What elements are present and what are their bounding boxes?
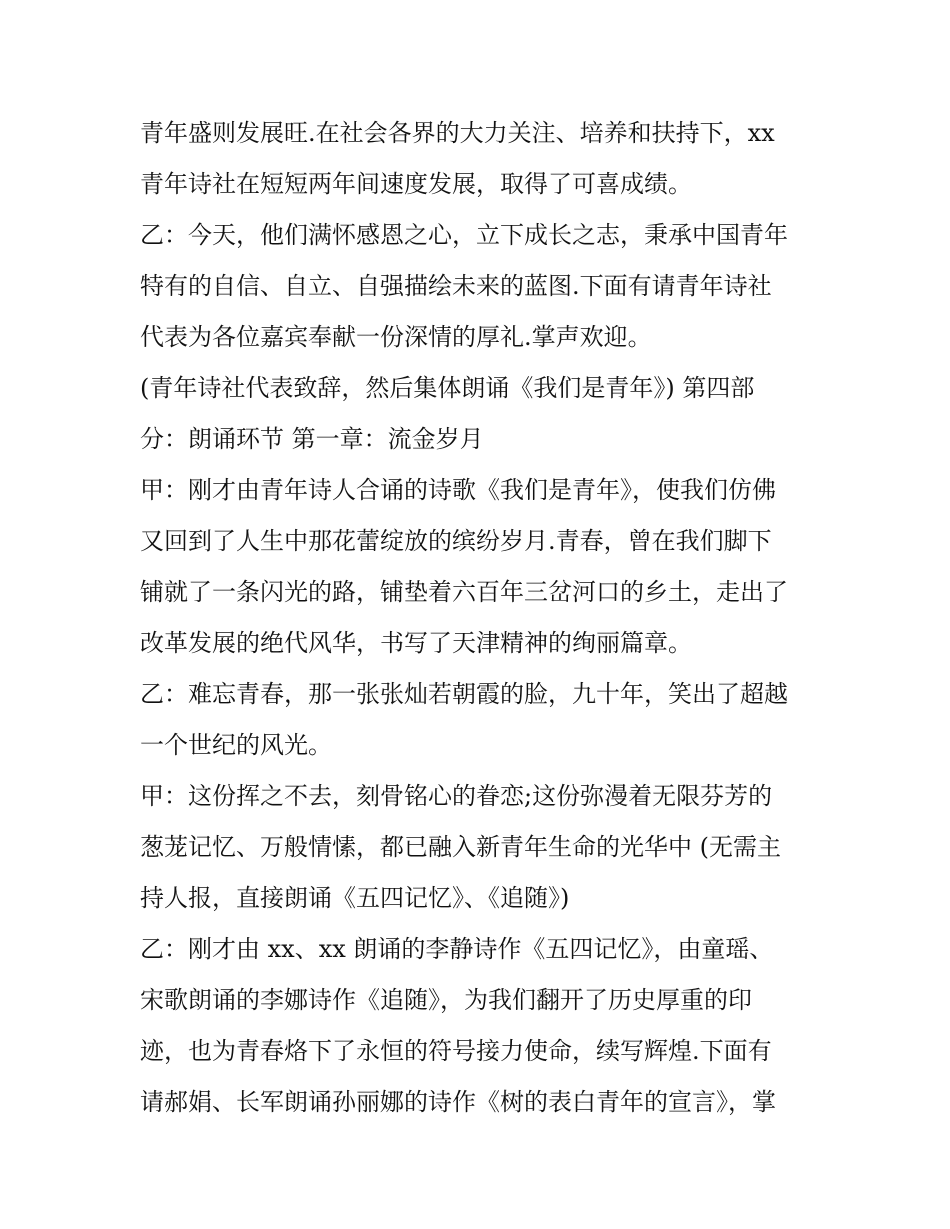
- text-line: 葱茏记忆、万般情愫，都已融入新青年生命的光华中 (无需主: [140, 833, 781, 861]
- text-line: 宋歌朗诵的李娜诗作《追随》，为我们翻开了历史厚重的印: [140, 986, 752, 1014]
- text-line: 持人报，直接朗诵《五四记忆》、《追随》): [140, 884, 570, 912]
- text-line: 改革发展的绝代风华，书写了天津精神的绚丽篇章。: [140, 629, 692, 657]
- text-line: 甲：这份挥之不去，刻骨铭心的眷恋;这份弥漫着无限芬芳的: [140, 782, 773, 810]
- text-line: 甲：刚才由青年诗人合诵的诗歌《我们是青年》，使我们仿佛: [140, 476, 776, 504]
- text-line: 青年盛则发展旺.在社会各界的大力关注、培养和扶持下，xx: [140, 119, 775, 147]
- document-body: [140, 108, 830, 1128]
- text-line: 请郝娟、长军朗诵孙丽娜的诗作《树的表白青年的宣言》，掌: [140, 1088, 776, 1116]
- text-line: 分：朗诵环节 第一章：流金岁月: [140, 425, 484, 453]
- text-line: 乙：今天，他们满怀感恩之心，立下成长之志，秉承中国青年: [140, 221, 788, 249]
- text-line: 铺就了一条闪光的路，铺垫着六百年三岔河口的乡土，走出了: [140, 578, 788, 606]
- text-line: 特有的自信、自立、自强描绘未来的蓝图.下面有请青年诗社: [140, 272, 772, 300]
- text-line: 乙：刚才由 xx、xx 朗诵的李静诗作《五四记忆》，由童瑶、: [140, 935, 774, 963]
- text-line: 乙：难忘青春，那一张张灿若朝霞的脸，九十年，笑出了超越: [140, 680, 788, 708]
- text-line: 代表为各位嘉宾奉献一份深情的厚礼.掌声欢迎。: [140, 323, 652, 351]
- text-line: 青年诗社在短短两年间速度发展，取得了可喜成绩。: [140, 170, 692, 198]
- text-line: 迹，也为青春烙下了永恒的符号接力使命，续写辉煌.下面有: [140, 1037, 772, 1065]
- text-line: 又回到了人生中那花蕾绽放的缤纷岁月.青春，曾在我们脚下: [140, 527, 772, 555]
- text-line: 一个世纪的风光。: [140, 731, 332, 759]
- text-line: (青年诗社代表致辞，然后集体朗诵《我们是青年》) 第四部: [140, 374, 755, 402]
